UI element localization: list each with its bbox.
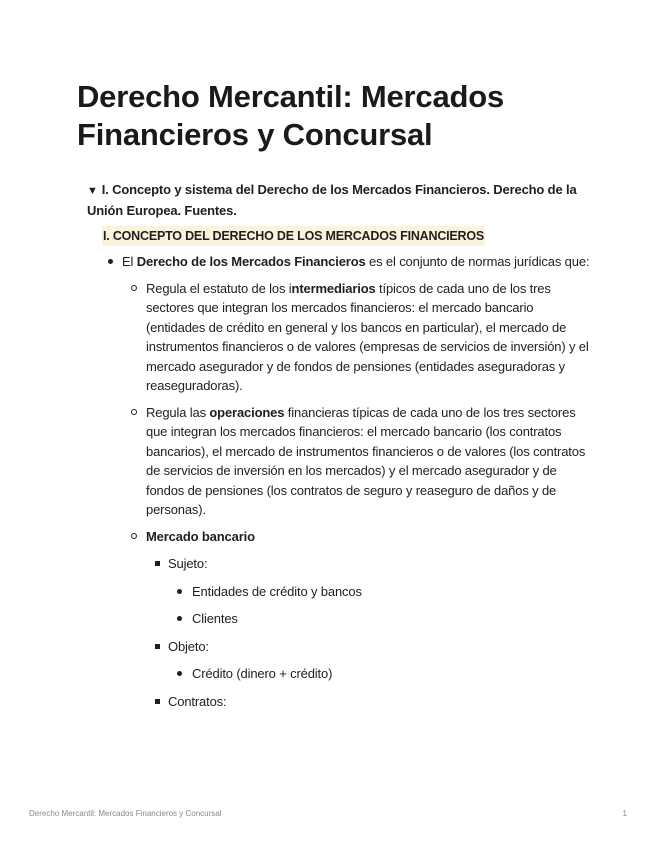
- list-item-definition: [100, 252, 590, 711]
- toggle-block-heading[interactable]: [87, 180, 587, 221]
- list-item: Crédito (dinero + crédito): [168, 664, 590, 684]
- sujeto-label: Sujeto:: [168, 556, 208, 571]
- list-item-operaciones: [122, 403, 590, 520]
- content-body: [100, 252, 590, 719]
- item-prefix: Regula las: [146, 404, 210, 420]
- definition-suffix: es el conjunto de normas jurídicas que:: [365, 254, 590, 269]
- definition-term: Derecho de los Mercados Financieros: [136, 254, 366, 269]
- sub-sub-list: [146, 554, 590, 711]
- objeto-list: [168, 664, 590, 684]
- list-item-sujeto: [146, 554, 590, 629]
- item-suffix: financieras típicas de cada uno de los tres sectores que integran los mercados financieros: el mercado bancario (los contratos bancarios), el mercado de instrumentos financieros o de valores (los contratos de servicios de inversión en los mercados) y el mercado asegurador y de fondos de pensiones (los contratos de seguro y reaseguro de daños y de personas).: [146, 404, 586, 517]
- page-title: Derecho Mercantil: Mercados Financieros y Concursal: [77, 79, 505, 152]
- list-item-mercado-bancario: [122, 527, 590, 712]
- mercado-bancario-label: Mercado bancario: [146, 528, 255, 544]
- footer-document-title: Derecho Mercantil: Mercados Financieros y Concursal: [29, 809, 222, 818]
- bullet-list: [100, 252, 590, 711]
- contratos-label: Contratos:: [168, 693, 227, 709]
- list-item: Entidades de crédito y bancos: [168, 582, 590, 602]
- toggle-arrow-icon[interactable]: ▼: [87, 185, 98, 197]
- list-item: Clientes: [168, 609, 590, 629]
- item-bold: ntermediarios: [291, 280, 376, 296]
- toggle-heading-text: I. Concepto y sistema del Derecho de los Mercados Financieros. Derecho de la Unión Europea. Fuentes.: [87, 182, 577, 218]
- section-heading-highlight: I. CONCEPTO DEL DERECHO DE LOS MERCADOS FINANCIEROS: [102, 226, 485, 246]
- list-item-objeto: [146, 637, 590, 684]
- list-item-intermediarios: [122, 279, 590, 396]
- sub-list: [122, 279, 590, 712]
- item-prefix: Regula el estatuto de los i: [146, 280, 292, 296]
- objeto-label: Objeto:: [168, 638, 209, 654]
- sujeto-list: [168, 582, 590, 629]
- definition-prefix: El: [122, 254, 137, 269]
- footer-page-number: 1: [622, 809, 627, 818]
- item-bold: operaciones: [209, 404, 285, 420]
- list-item-contratos: [146, 692, 590, 712]
- item-suffix: típicos de cada uno de los tres sectores que integran los mercados financieros: el mercado bancario (entidades de crédito en general y los bancos en particular), el mercado de instrumentos financieros o de valores (empresas de servicios de inversión) y el mercado asegurador y de fondos de pensiones (entidades aseguradoras y reaseguradoras).: [146, 280, 589, 393]
